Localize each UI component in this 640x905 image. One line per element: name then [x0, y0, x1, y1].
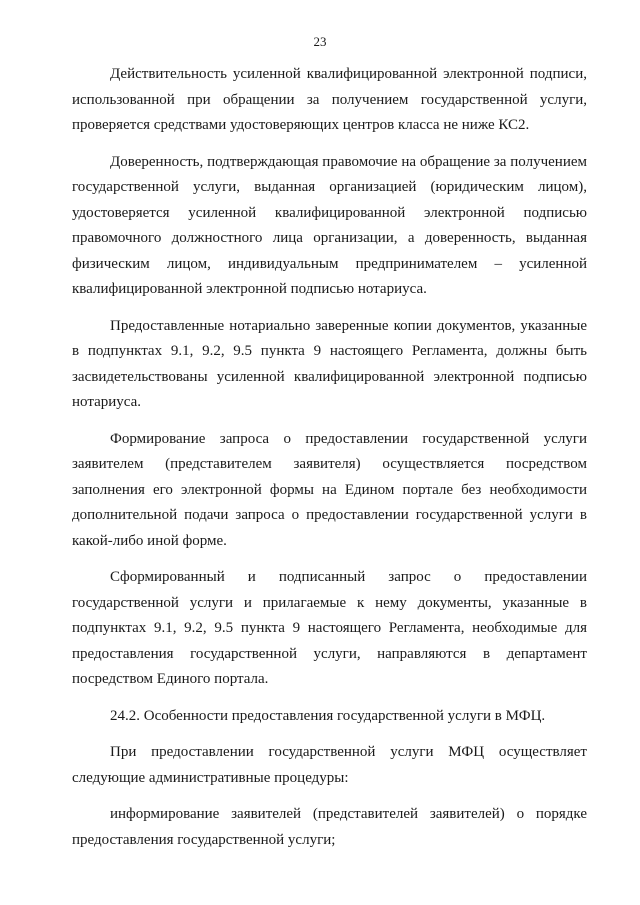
paragraph-mfc-procedures: При предоставлении государственной услуги МФЦ осуществляет следующие административные процедуры:: [72, 744, 587, 786]
paragraph-request-submission: Сформированный и подписанный запрос о предоставлении государственной услуги и прилагаемые к нему документы, указанные в подпунктах 9.1, 9.2, 9.5 пункта 9 настоящего Регламента, необходимые для предоставления государственной услуги, направляются в департамент посредством Единого портала.: [72, 569, 587, 687]
paragraph-signature-validity: Действительность усиленной квалифицированной электронной подписи, использованной при обращении за получением государственной услуги, проверяется средствами удостоверяющих центров класса не ниже КС2.: [72, 66, 587, 133]
document-body: [72, 62, 587, 853]
paragraph-notarized-copies: Предоставленные нотариально заверенные копии документов, указанные в подпунктах 9.1, 9.2, 9.5 пункта 9 настоящего Регламента, должны быть засвидетельствованы усиленной квалифицированной электронной подписью нотариуса.: [72, 317, 587, 410]
paragraph-informing-applicants: информирование заявителей (представителей заявителей) о порядке предоставления государственной услуги;: [72, 806, 587, 848]
page-number: 23: [313, 34, 327, 49]
paragraph-request-forming: Формирование запроса о предоставлении государственной услуги заявителем (представителем заявителя) осуществляется посредством заполнения его электронной формы на Едином портале без необходимости дополнительной подачи запроса о предоставлении государственной услуги в какой-либо иной форме.: [72, 430, 587, 549]
section-heading-24-2: 24.2. Особенности предоставления государственной услуги в МФЦ.: [110, 707, 546, 724]
paragraph-power-of-attorney: Доверенность, подтверждающая правомочие на обращение за получением государственной услуги, выданная организацией (юридическим лицом), удостоверяется усиленной квалифицированной электронной подписью правомочного должностного лица организации, а доверенность, выданная физическим лицом, индивидуальным предпринимателем – усиленной квалифицированной электронной подписью нотариуса.: [72, 153, 587, 297]
